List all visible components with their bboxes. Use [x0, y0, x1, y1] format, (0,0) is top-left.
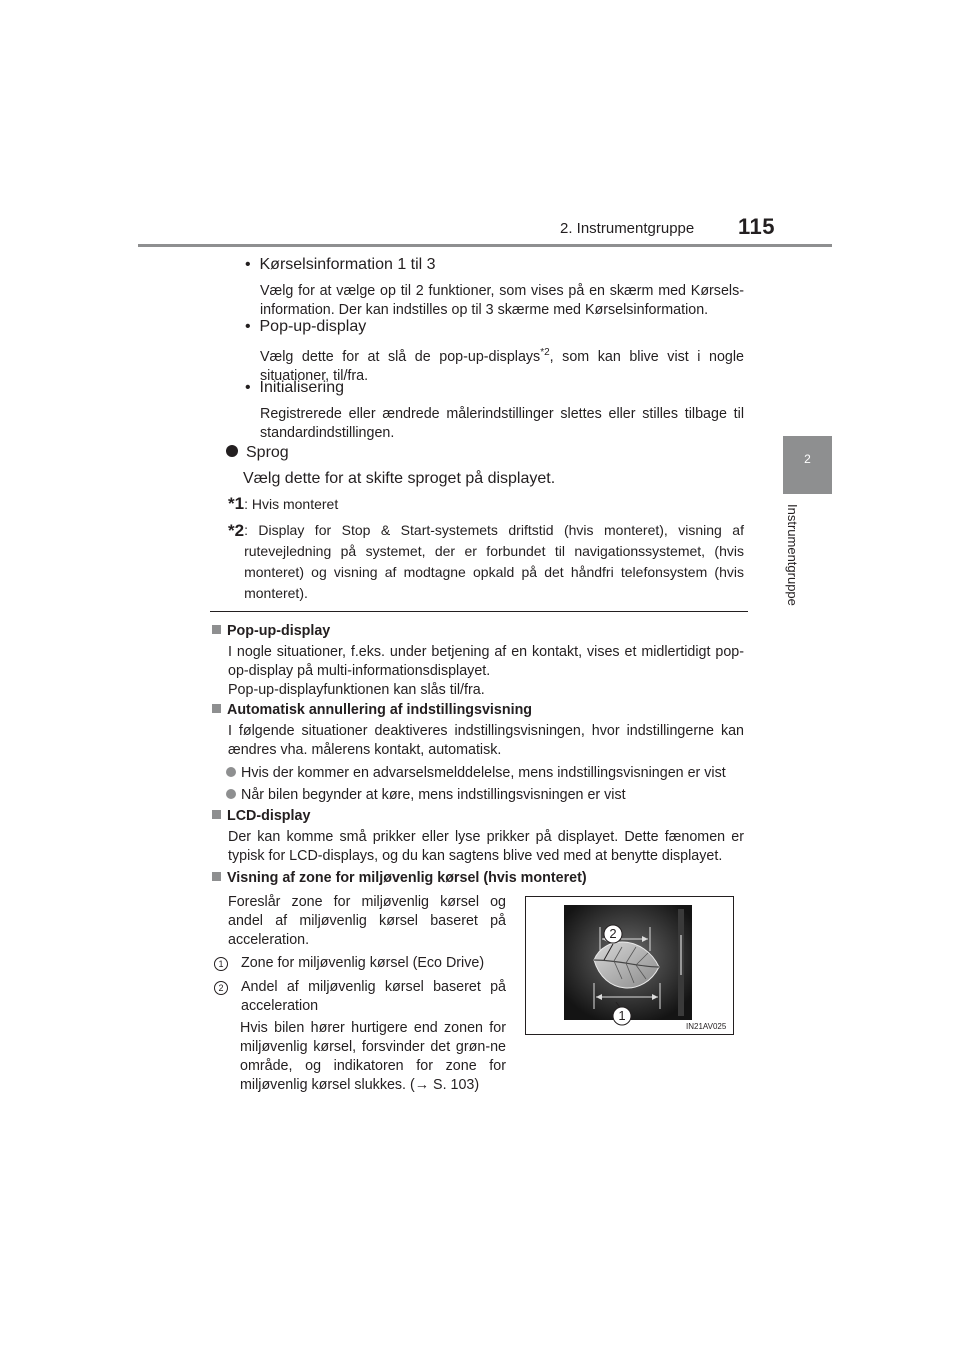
square-bullet-icon — [212, 704, 221, 713]
footnote-2-text: : Display for Stop & Start-systemets driftstid (hvis monteret), visning af rutevejledning på systemet, der er forbundet til navigationssystemet, (hvis monteret) og visning af modtagne opkald på det håndfri telefonsystem (hvis monteret). — [244, 522, 744, 601]
eco-note: Hvis bilen hører hurtigere end zonen for miljøvenlig kørsel, forsvinder det grøn-ne område, og indikatoren for zone for miljøvenlig kørsel slukkes. (→ S. 103) — [240, 1020, 506, 1093]
sprog-desc: Vælg dette for at skifte sproget på displayet. — [243, 470, 556, 487]
footnote-ref-2: *2 — [540, 347, 550, 358]
eco-item-2-text: Andel af miljøvenlig kørsel baseret på acceleration — [241, 979, 506, 1014]
header-rule — [138, 244, 832, 247]
eco-item-1 — [214, 954, 506, 973]
auto-heading — [212, 702, 532, 718]
bullet-item-1-label: Kørselsinformation 1 til 3 — [259, 256, 436, 273]
bullet-item-2-label: Pop-up-display — [259, 318, 367, 335]
bullet-item-3-label: Initialisering — [259, 379, 344, 396]
square-bullet-icon — [212, 625, 221, 634]
bullet-item-3: • Initialisering — [245, 379, 344, 396]
chapter-tab-label-wrap — [782, 504, 802, 624]
sprog-title: Sprog — [246, 444, 289, 461]
eco-item-1-text: Zone for miljøvenlig kørsel (Eco Drive) — [241, 955, 485, 971]
figure-code: IN21AV025 — [686, 1022, 727, 1031]
circled-number-1-icon: 1 — [214, 957, 228, 971]
round-bullet-icon — [226, 789, 236, 799]
auto-point-1-text: Hvis der kommer en advarselsmelddelelse, mens indstillingsvisningen er vist — [241, 765, 726, 781]
callout-1: 1 — [618, 1008, 626, 1023]
callout-2: 2 — [609, 926, 617, 941]
popup-body-2: Pop-up-displayfunktionen kan slås til/fra. — [228, 682, 485, 698]
footnote-1 — [228, 494, 338, 514]
circled-number-2-icon: 2 — [214, 981, 228, 995]
running-header-section: 2. Instrumentgruppe — [560, 220, 695, 237]
eco-item-2 — [214, 978, 506, 1016]
lcd-body: Der kan komme små prikker eller lyse prikker på displayet. Dette fænomen er typisk for LCD-displays, og du kan sagtens blive ved med at benytte displayet. — [228, 829, 744, 864]
auto-point-1 — [226, 764, 726, 783]
bullet-item-2-desc-a: Vælg dette for at slå de pop-up-displays — [260, 348, 541, 365]
chapter-tab-number: 2 — [804, 452, 811, 466]
round-bullet-icon — [226, 767, 236, 777]
lcd-title: LCD-display — [227, 808, 311, 824]
lcd-heading — [212, 808, 310, 824]
footnote-1-mark: *1 — [228, 494, 245, 513]
section-divider — [210, 611, 748, 612]
footnote-2 — [228, 520, 744, 604]
square-bullet-icon — [212, 810, 221, 819]
sprog-heading — [226, 444, 289, 462]
page-number: 115 — [738, 214, 775, 239]
bullet-item-3-desc: Registrerede eller ændrede målerindstillinger slettes eller stilles tilbage til standardindstillingen. — [260, 406, 744, 441]
auto-title: Automatisk annullering af indstillingsvisning — [227, 702, 533, 718]
bullet-item-2: • Pop-up-display — [245, 318, 367, 335]
auto-body: I følgende situationer deaktiveres indstillingsvisningen, hvor indstillingerne kan ændres vha. målerens kontakt, automatisk. — [228, 723, 744, 758]
auto-point-2 — [226, 786, 626, 805]
footnote-1-text: : Hvis monteret — [244, 496, 339, 512]
eco-heading — [212, 870, 587, 886]
square-bullet-icon — [212, 872, 221, 881]
popup-body: I nogle situationer, f.eks. under betjening af en kontakt, vises et midlertidigt pop-op-display på multi-informationsdisplayet. — [228, 644, 744, 679]
popup-heading — [212, 623, 330, 639]
popup-title: Pop-up-display — [227, 623, 331, 639]
bullet-item-1-desc: Vælg for at vælge op til 2 funktioner, som vises på en skærm med Kørsels-information. Der kan indstilles op til 3 skærme med Kørselsinformation. — [260, 283, 744, 318]
eco-intro: Foreslår zone for miljøvenlig kørsel og andel af miljøvenlig kørsel baseret på acceleration. — [228, 894, 506, 948]
eco-title: Visning af zone for miljøvenlig kørsel (hvis monteret) — [227, 870, 587, 886]
bullet-item-1: • Kørselsinformation 1 til 3 — [245, 256, 436, 273]
bullet-dot-icon — [226, 445, 238, 457]
chapter-tab-label: Instrumentgruppe — [785, 504, 800, 606]
bullet-item-2-desc-b: , som kan blive vist i nogle situationer, til/fra. — [260, 348, 744, 384]
auto-point-2-text: Når bilen begynder at køre, mens indstillingsvisningen er vist — [241, 787, 626, 803]
footnote-2-mark: *2 — [228, 521, 245, 540]
